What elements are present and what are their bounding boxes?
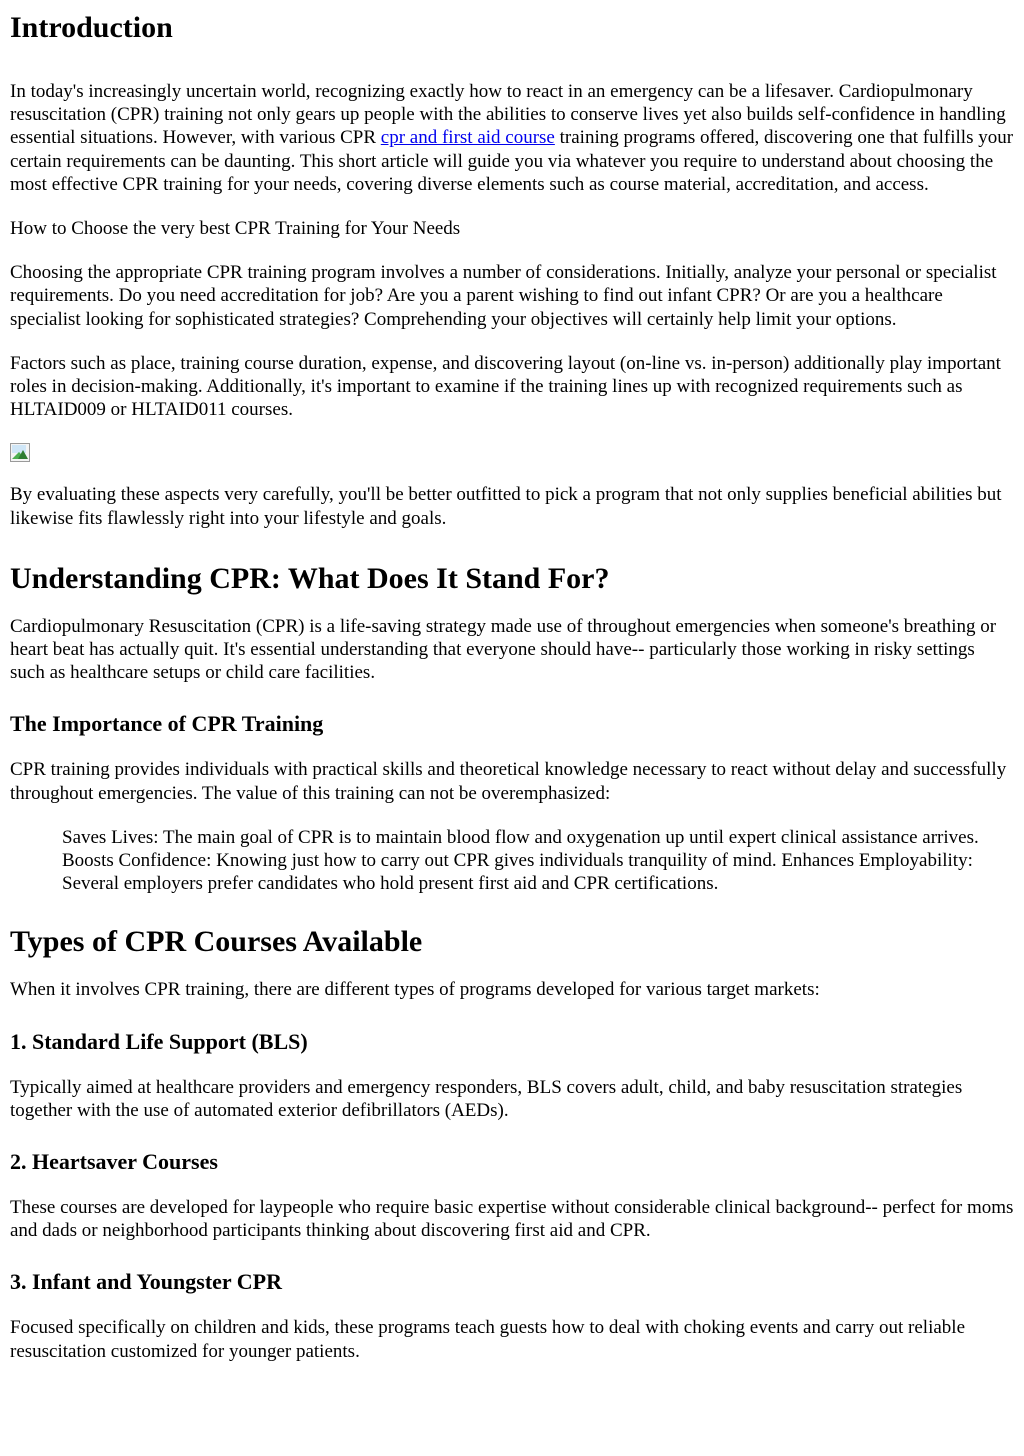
infant-paragraph: Focused specifically on children and kids, these programs teach guests how to deal with choking events and carry out reliable resuscitation customized for younger patients. bbox=[10, 1317, 966, 1362]
intro-text-start: In today's increasingly uncertain world, recognizing exactly how to react in an emergency can be a lifesaver. Cardiopulmonary resuscitation (CPR) training not only gears up people with the abilities to conserve lives yet also builds self-confidence in handling essential situations. However, with various CPR bbox=[10, 81, 1006, 149]
factors-paragraph: Factors such as place, training course duration, expense, and discovering layout (on-line vs. in-person) additionally play important roles in decision-making. Additionally, it's important to examine if the training lines up with recognized requirements such as HLTAID009 or HLTAID011 courses. bbox=[10, 352, 1001, 421]
types-heading: Types of CPR Courses Available bbox=[10, 925, 423, 959]
broken-image-icon bbox=[10, 443, 30, 462]
types-paragraph: When it involves CPR training, there are different types of programs developed for various target markets: bbox=[10, 979, 820, 1001]
importance-heading: The Importance of CPR Training bbox=[10, 711, 324, 737]
intro-paragraph bbox=[10, 80, 1014, 196]
bls-paragraph: Typically aimed at healthcare providers and emergency responders, BLS covers adult, child, and baby resuscitation strategies together with the use of automated exterior defibrillators (AEDs). bbox=[10, 1076, 963, 1121]
importance-paragraph: CPR training provides individuals with practical skills and theoretical knowledge necessary to react without delay and successfully throughout emergencies. The value of this training can not be overemphasized: bbox=[10, 759, 1007, 804]
article bbox=[0, 10, 1024, 1363]
understanding-heading: Understanding CPR: What Does It Stand For? bbox=[10, 561, 610, 595]
intro-heading: Introduction bbox=[10, 11, 173, 44]
evaluating-paragraph: By evaluating these aspects very carefully, you'll be better outfitted to pick a program that not only supplies beneficial abilities but likewise fits flawlessly right into your lifestyle and goals. bbox=[10, 484, 1002, 529]
infant-heading: 3. Infant and Youngster CPR bbox=[10, 1269, 282, 1295]
heartsaver-heading: 2. Heartsaver Courses bbox=[10, 1149, 218, 1175]
heartsaver-paragraph: These courses are developed for laypeople who require basic expertise without considerable clinical background-- perfect for moms and dads or neighborhood participants thinking about discovering first aid and CPR. bbox=[10, 1197, 1014, 1242]
intro-text-end: training programs offered, discovering one that fulfills your certain requirements can be daunting. This short article will guide you via whatever you require to understand about choosing the most effective CPR training for your needs, covering diverse elements such as course material, accreditation, and access. bbox=[10, 127, 1014, 195]
cpr-course-link[interactable]: cpr and first aid course bbox=[380, 127, 555, 149]
understanding-paragraph: Cardiopulmonary Resuscitation (CPR) is a life-saving strategy made use of throughout emergencies when someone's breathing or heart beat has actually quit. It's essential understanding that everyone should have-- particularly those working in risky settings such as healthcare setups or child care facilities. bbox=[10, 615, 997, 684]
choosing-paragraph: Choosing the appropriate CPR training program involves a number of considerations. Initially, analyze your personal or specialist requirements. Do you need accreditation for job? Are you a parent wishing to find out infant CPR? Or are you a healthcare specialist looking for sophisticated strategies? Comprehending your objectives will certainly help limit your options. bbox=[10, 262, 997, 330]
bls-heading: 1. Standard Life Support (BLS) bbox=[10, 1028, 308, 1054]
benefits-quote: Saves Lives: The main goal of CPR is to maintain blood flow and oxygenation up until expert clinical assistance arrives. Boosts Confidence: Knowing just how to carry out CPR gives individuals tranquility of mind. Enhances Employability: Several employers prefer candidates who hold present first aid and CPR certifications. bbox=[62, 826, 979, 895]
how-to-choose-line: How to Choose the very best CPR Training for Your Needs bbox=[10, 218, 461, 240]
